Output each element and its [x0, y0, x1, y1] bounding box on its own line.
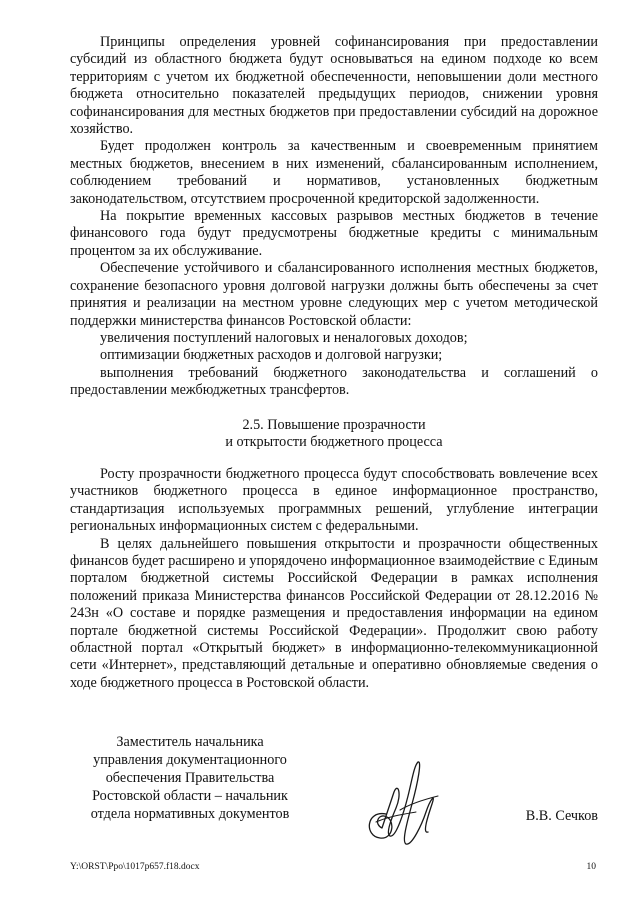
signatory-name: В.В. Сечков — [525, 808, 598, 824]
signatory-position-line: управления документационного — [93, 752, 287, 768]
signatory-position-line: обеспечения Правительства — [105, 770, 275, 786]
section-heading-line: и открытости бюджетного процесса — [225, 434, 443, 451]
signatory-position — [60, 733, 320, 823]
footer-file-path: Y:\ORST\Ppo\1017p657.f18.docx — [70, 862, 200, 872]
list-item: увеличения поступлений налоговых и неналоговых доходов; — [100, 329, 468, 346]
list-item: оптимизации бюджетных расходов и долговой нагрузки; — [100, 347, 443, 364]
paragraph: На покрытие временных кассовых разрывов местных бюджетов в течение финансового года будут предусмотрены бюджетные кредиты с минимальным процентом за их обслуживание. — [70, 208, 598, 259]
paragraph: В целях дальнейшего повышения открытости и прозрачности общественных финансов будет расширено и упорядочено информационное взаимодействие с Единым порталом бюджетной системы Российской Федерации в рамках исполнения положений приказа Министерства финансов Российской Федерации от 28.12.2016 № 243н «О составе и порядке размещения и предоставления информации на едином портале бюджетной системы Российской Федерации». Продолжит свою работу областной портал «Открытый бюджет» в информационно-телекоммуникационной сети «Интернет», представляющий детальные и оперативно обновляемые сведения о ходе бюджетного процесса в Ростовской области. — [70, 535, 598, 691]
signatory-position-line: Заместитель начальника — [116, 734, 264, 750]
paragraph: Обеспечение устойчивого и сбалансированного исполнения местных бюджетов, сохранение безопасного уровня долговой нагрузки должны быть обеспечены за счет принятия и реализации на местном уровне следующих мер с учетом методической поддержки министерства финансов Ростовской области: — [70, 260, 598, 329]
paragraph: Росту прозрачности бюджетного процесса будут способствовать вовлечение всех участников бюджетного процесса в единое информационное пространство, стандартизация используемых программных решений, углубление интеграции региональных информационных систем с федеральными. — [70, 466, 598, 535]
signatory-position-line: отдела нормативных документов — [90, 806, 290, 822]
paragraph: Принципы определения уровней софинансирования при предоставлении субсидий из областного бюджета будут основываться на едином подходе ко всем территориям с учетом их бюджетной обеспеченности, неповышении доли местного бюджета относительно показателей предыдущих периодов, снижении уровня софинансирования для местных бюджетов при предоставлении субсидий на дорожное хозяйство. — [70, 34, 598, 138]
body-text-bottom — [70, 466, 598, 692]
section-heading — [70, 417, 598, 452]
signatory-position-line: Ростовской области – начальник — [92, 788, 288, 804]
section-heading-line: 2.5. Повышение прозрачности — [242, 417, 426, 433]
paragraph: Будет продолжен контроль за качественным и своевременным принятием местных бюджетов, внесением в них изменений, сбалансированным исполнением, соблюдением требований и нормативов, установленных бюджетным законодательством, отсутствием просроченной кредиторской задолженности. — [70, 138, 598, 207]
page-number: 10 — [586, 862, 596, 872]
list-item: выполнения требований бюджетного законодательства и соглашений о предоставлении межбюджетных трансфертов. — [70, 364, 598, 399]
body-text-top — [70, 34, 598, 400]
handwritten-signature — [356, 752, 444, 850]
